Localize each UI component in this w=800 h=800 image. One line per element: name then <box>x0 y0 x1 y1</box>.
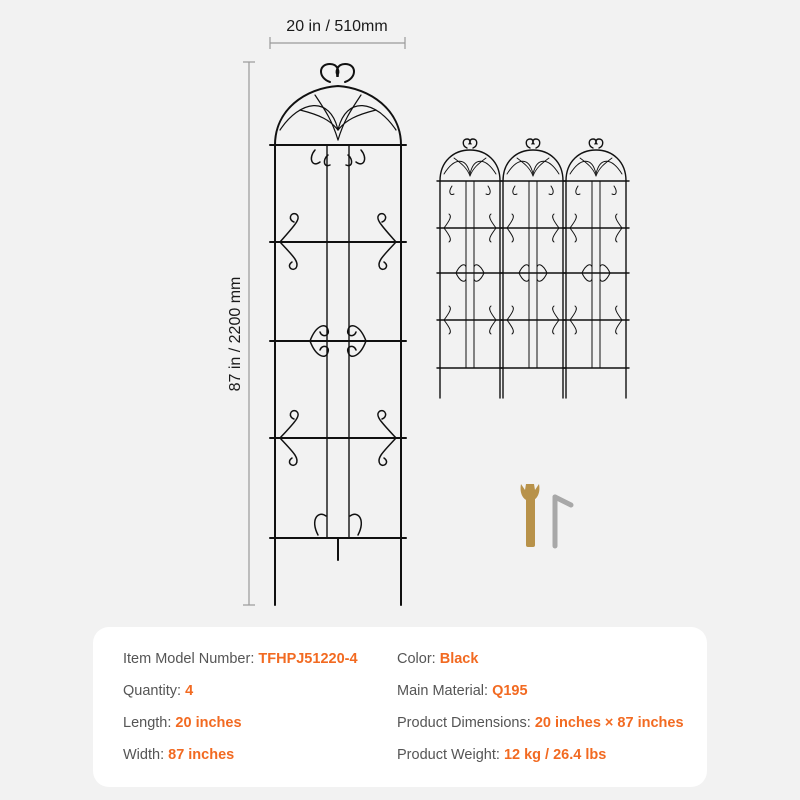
spec-quantity <box>123 683 193 699</box>
spec-width <box>123 747 234 763</box>
spec-label: Item Model Number: <box>123 651 259 667</box>
spec-label: Quantity: <box>123 683 186 699</box>
spec-value: Q195 <box>492 683 528 699</box>
wrench-icon <box>521 484 540 547</box>
spec-value: TFHPJ51220-4 <box>258 651 358 667</box>
spec-value: 4 <box>185 683 194 699</box>
spec-value: 12 kg / 26.4 lbs <box>503 747 607 763</box>
spec-label: Color: <box>397 651 440 667</box>
width-dimension-label: 20 in / 510mm <box>286 18 388 35</box>
spec-value: 87 inches <box>168 747 235 763</box>
spec-color <box>397 651 478 667</box>
hex-key-icon <box>555 497 571 546</box>
spec-material <box>397 683 528 699</box>
spec-product-dimensions <box>397 715 684 731</box>
spec-weight <box>397 747 606 763</box>
height-dimension-label: 87 in / 2200 mm <box>227 276 244 392</box>
spec-value: 20 inches × 87 inches <box>534 715 684 731</box>
spec-label: Width: <box>123 747 169 763</box>
spec-model <box>123 651 358 667</box>
spec-label: Main Material: <box>397 683 493 699</box>
spec-label: Product Dimensions: <box>397 715 535 731</box>
spec-value: Black <box>439 651 479 667</box>
spec-label: Length: <box>123 715 176 731</box>
spec-value: 20 inches <box>175 715 242 731</box>
spec-panel <box>93 627 707 787</box>
spec-label: Product Weight: <box>397 747 504 763</box>
spec-length <box>123 715 242 731</box>
